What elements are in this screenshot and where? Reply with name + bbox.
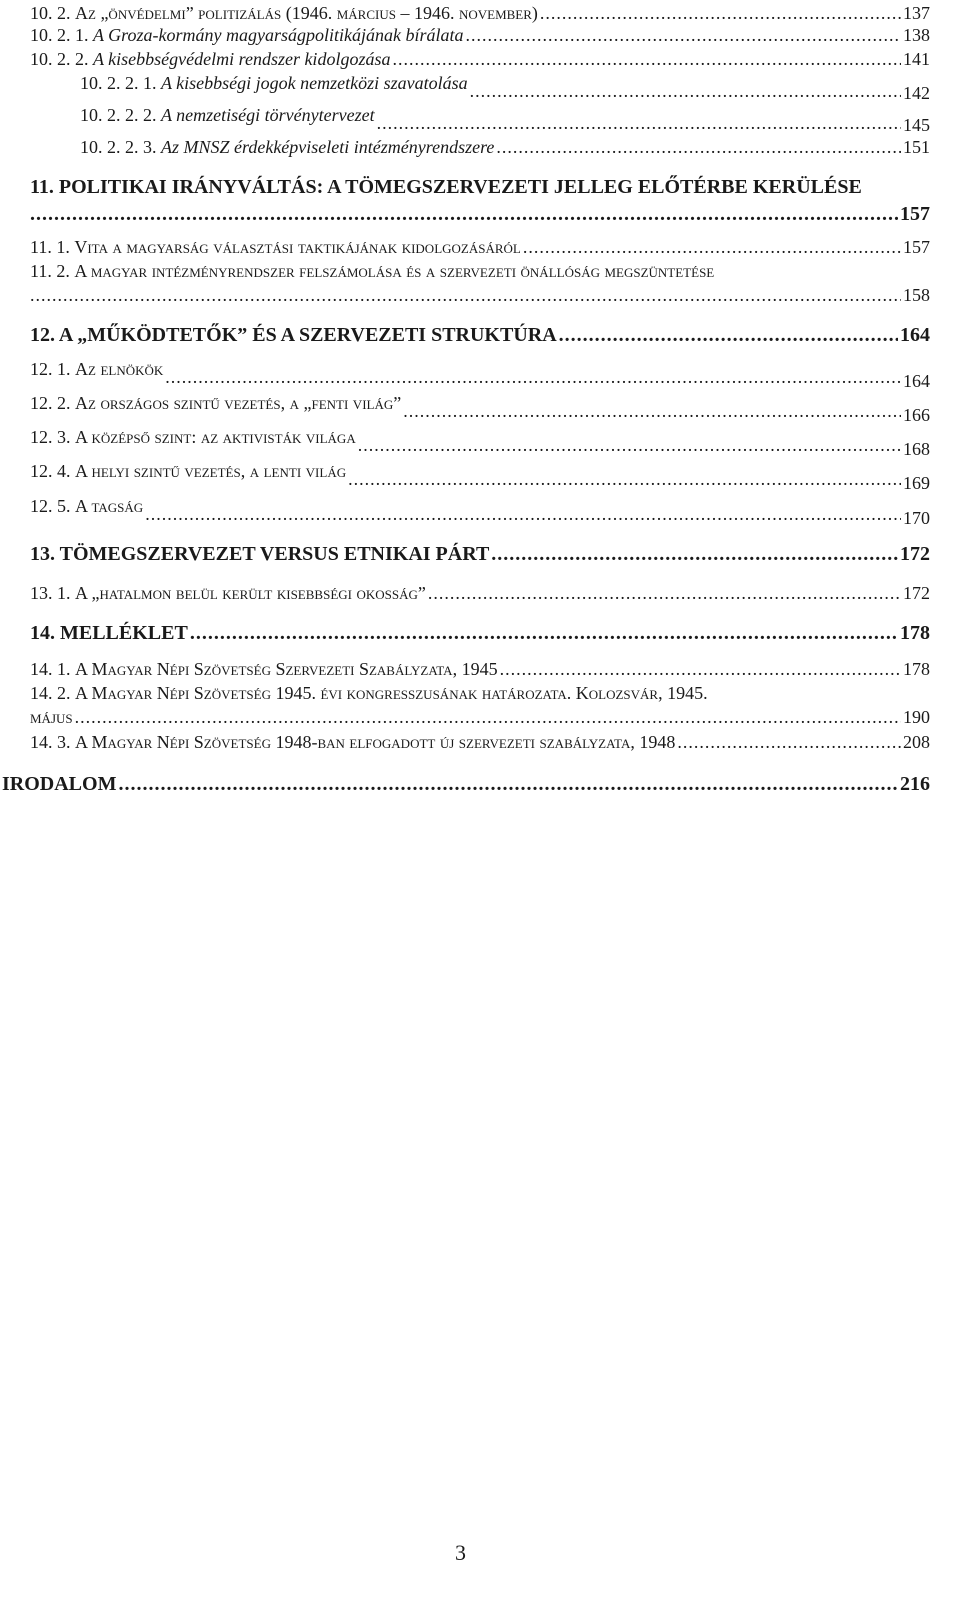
toc-entry-page: 208: [903, 732, 930, 752]
toc-entry-page: 145: [903, 115, 930, 135]
toc-entry-label: 11. 2. A magyar intézményrendszer felszámolása és a szervezeti önállóság megszüntetése: [30, 261, 715, 281]
toc-entry: [30, 621, 930, 645]
toc-entry: [30, 460, 930, 494]
toc-entry: [80, 72, 930, 104]
toc-entry: [30, 392, 930, 426]
toc-entry-page: 137: [903, 3, 930, 23]
toc-entry-page: 190: [903, 707, 930, 727]
toc-entry: [30, 175, 930, 226]
toc-entry-page: 166: [903, 405, 930, 425]
toc-entry-page: 216: [900, 773, 930, 795]
toc-entry-label: 10. 2. 1. A Groza-kormány magyarságpolitikájának bírálata: [30, 25, 464, 45]
toc-entry: [80, 104, 930, 136]
toc-entry: [30, 2, 930, 24]
toc-entry-page: 164: [903, 371, 930, 391]
toc-entry: [2, 772, 930, 796]
toc-entry-label: 12. 3. A középső szint: az aktivisták világa: [30, 427, 356, 447]
toc-entry-page: 157: [900, 203, 930, 225]
toc-entry-page: 141: [903, 49, 930, 69]
toc-entry-page: 172: [903, 583, 930, 603]
toc-entry-label: 14. 2. A Magyar Népi Szövetség 1945. évi kongresszusának határozata. Kolozsvár, 1945.: [30, 683, 708, 703]
toc-entry-label: 10. 2. Az „önvédelmi” politizálás (1946. március – 1946. november): [30, 3, 538, 23]
toc-entry: [30, 731, 930, 753]
toc-entry-label: 12. 2. Az országos szintű vezetés, a „fenti világ”: [30, 393, 402, 413]
toc-entry: [30, 358, 930, 392]
toc-entry-label: 12. 1. Az elnökök: [30, 359, 164, 379]
page-number: 3: [455, 1540, 466, 1565]
toc-entry: [30, 658, 930, 680]
toc-entry-page: 178: [903, 659, 930, 679]
toc-entry-page: 168: [903, 439, 930, 459]
toc-entry-label: 14. 3. A Magyar Népi Szövetség 1948-ban elfogadott új szervezeti szabályzata, 1948: [30, 732, 676, 752]
toc-entry-label: 12. 5. A tagság: [30, 496, 144, 516]
toc-entry: [30, 582, 930, 604]
toc-entry: [30, 495, 930, 529]
toc-entry: [30, 24, 930, 46]
toc-entry: [30, 426, 930, 460]
toc-entry-page: 158: [903, 285, 930, 305]
toc-entry-label: 11. 1. Vita a magyarság választási taktikájának kidolgozásáról: [30, 237, 521, 257]
toc-entry-label: 10. 2. 2. 1. A kisebbségi jogok nemzetközi szavatolása: [80, 73, 468, 93]
toc-entry-label: 14. MELLÉKLET: [30, 622, 188, 644]
toc-entry-label-continued: május: [30, 707, 73, 727]
toc-entry-label: 14. 1. A Magyar Népi Szövetség Szervezeti Szabályzata, 1945: [30, 659, 498, 679]
toc-entry-label: 10. 2. 2. 3. Az MNSZ érdekképviseleti intézményrendszere: [80, 137, 495, 157]
toc-entry: [80, 136, 930, 158]
toc-entry-label: 11. POLITIKAI IRÁNYVÁLTÁS: A TÖMEGSZERVEZETI JELLEG ELŐTÉRBE KERÜLÉSE: [30, 176, 862, 198]
toc-entry: [30, 542, 930, 566]
toc-entry: [30, 48, 930, 70]
toc-entry-page: 142: [903, 83, 930, 103]
toc-entry-label: 13. 1. A „hatalmon belül került kisebbségi okosság”: [30, 583, 426, 603]
toc-entry-label: 12. 4. A helyi szintű vezetés, a lenti világ: [30, 461, 347, 481]
toc-entry-label: 10. 2. 2. A kisebbségvédelmi rendszer kidolgozása: [30, 49, 391, 69]
toc-entry-page: 169: [903, 473, 930, 493]
toc-entry-label: 13. TÖMEGSZERVEZET VERSUS ETNIKAI PÁRT: [30, 543, 490, 565]
toc-entry: [30, 236, 930, 258]
toc-entry-page: 138: [903, 25, 930, 45]
toc-entry-page: 151: [903, 137, 930, 157]
toc-entry-page: 164: [900, 324, 930, 346]
toc-entry: [30, 682, 930, 728]
toc-entry: [30, 260, 930, 306]
toc-entry-label: 12. A „MŰKÖDTETŐK” ÉS A SZERVEZETI STRUKTÚRA: [30, 324, 557, 346]
toc-entry-page: 172: [900, 543, 930, 565]
toc-entry: [30, 323, 930, 347]
toc-entry-label: 10. 2. 2. 2. A nemzetiségi törvénytervezet: [80, 105, 375, 125]
toc-entry-page: 178: [900, 622, 930, 644]
toc-entry-label: IRODALOM: [2, 773, 117, 795]
toc-entry-page: 157: [903, 237, 930, 257]
toc-entry-page: 170: [903, 508, 930, 528]
